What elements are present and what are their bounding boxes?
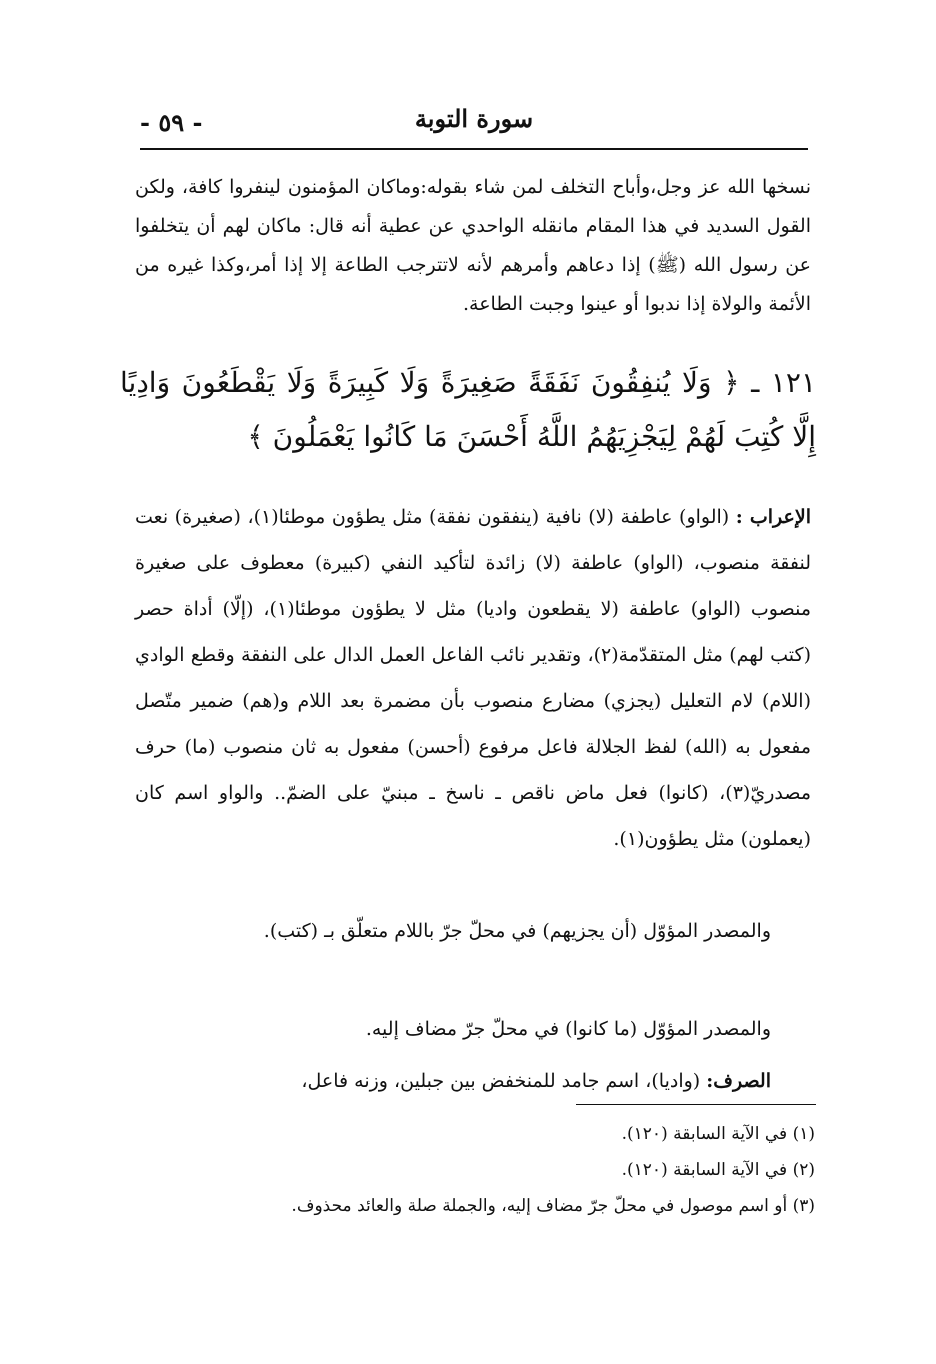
irab-paragraph — [135, 494, 811, 862]
page-number: - ٥٩ - — [140, 108, 203, 137]
quran-verse — [120, 356, 816, 464]
masdar-paragraph-2 — [135, 1006, 811, 1052]
header-rule — [140, 148, 808, 150]
sarf-paragraph — [135, 1058, 811, 1104]
footnote-rule — [576, 1104, 816, 1105]
intro-paragraph: نسخها الله عز وجل،وأباح التخلف لمن شاء بقوله:وماكان المؤمنون لينفروا كافة، ولكن القول السديد في هذا المقام مانقله الواحدي عن عطية أنه قال: ماكان لهم أن يتخلفوا عن رسول الله (ﷺ) إذا دعاهم وأمرهم لأنه لاتترجب الطاعة إلا إذا أمر،وكذا غيره من الأئمة والولاة إذا ندبوا أو عينوا وجبت الطاعة. — [135, 176, 811, 315]
footnotes — [135, 1116, 815, 1224]
masdar-text-1: والمصدر المؤوّل (أن يجزيهم) في محلّ جرّ باللام متعلّق بـ (كتب). — [263, 920, 771, 942]
page-header — [140, 96, 808, 150]
surah-title: سورة التوبة — [414, 104, 534, 133]
masdar-text-2: والمصدر المؤوّل (ما كانوا) في محلّ جرّ مضاف إليه. — [365, 1018, 771, 1040]
irab-label: الإعراب : — [735, 506, 811, 528]
verse-number: ١٢١ ـ — [751, 366, 816, 399]
footnote-2: (٢) في الآية السابقة (١٢٠). — [621, 1160, 815, 1180]
masdar-paragraph-1 — [135, 908, 811, 954]
irab-text: (الواو) عاطفة (لا) نافية (ينفقون نفقة) مثل يطؤون موطئا(١)، (صغيرة) نعت لنفقة منصوب، (الواو) عاطفة (لا) زائدة لتأكيد النفي (كبيرة) معطوف على صغيرة منصوب (الواو) عاطفة (لا يقطعون واديا) مثل لا يطؤون موطئا(١)، (إلّا) أداة حصر (كتب لهم) مثل المتقدّمة(٢)، وتقدير نائب الفاعل العمل الدال على النفقة وقطع الوادي (اللام) لام التعليل (يجزي) مضارع منصوب بأن مضمرة بعد اللام و(هم) ضمير متّصل مفعول به (الله) لفظ الجلالة فاعل مرفوع (أحسن) مفعول به ثان منصوب (ما) حرف مصدريّ(٣)، (كانوا) فعل ماض ناقص ـ ناسخ ـ مبنيّ على الضمّ.. والواو اسم كان (يعملون) مثل يطؤون(١). — [135, 506, 811, 850]
verse-text: ﴿ وَلَا يُنفِقُونَ نَفَقَةً صَغِيرَةً وَلَا كَبِيرَةً وَلَا يَقْطَعُونَ وَادِيًا إِلَّا كُتِبَ لَهُمْ لِيَجْزِيَهُمُ اللَّهُ أَحْسَنَ مَا كَانُوا يَعْمَلُونَ ﴾ — [120, 366, 816, 453]
sarf-text: (واديا)، اسم جامد للمنخفض بين جبلين، وزنه فاعل، — [301, 1070, 701, 1092]
footnote-3: (٣) أو اسم موصول في محلّ جرّ مضاف إليه، والجملة صلة والعائد محذوف. — [291, 1196, 815, 1216]
footnote-1: (١) في الآية السابقة (١٢٠). — [621, 1124, 815, 1144]
sarf-label: الصرف: — [706, 1070, 771, 1092]
